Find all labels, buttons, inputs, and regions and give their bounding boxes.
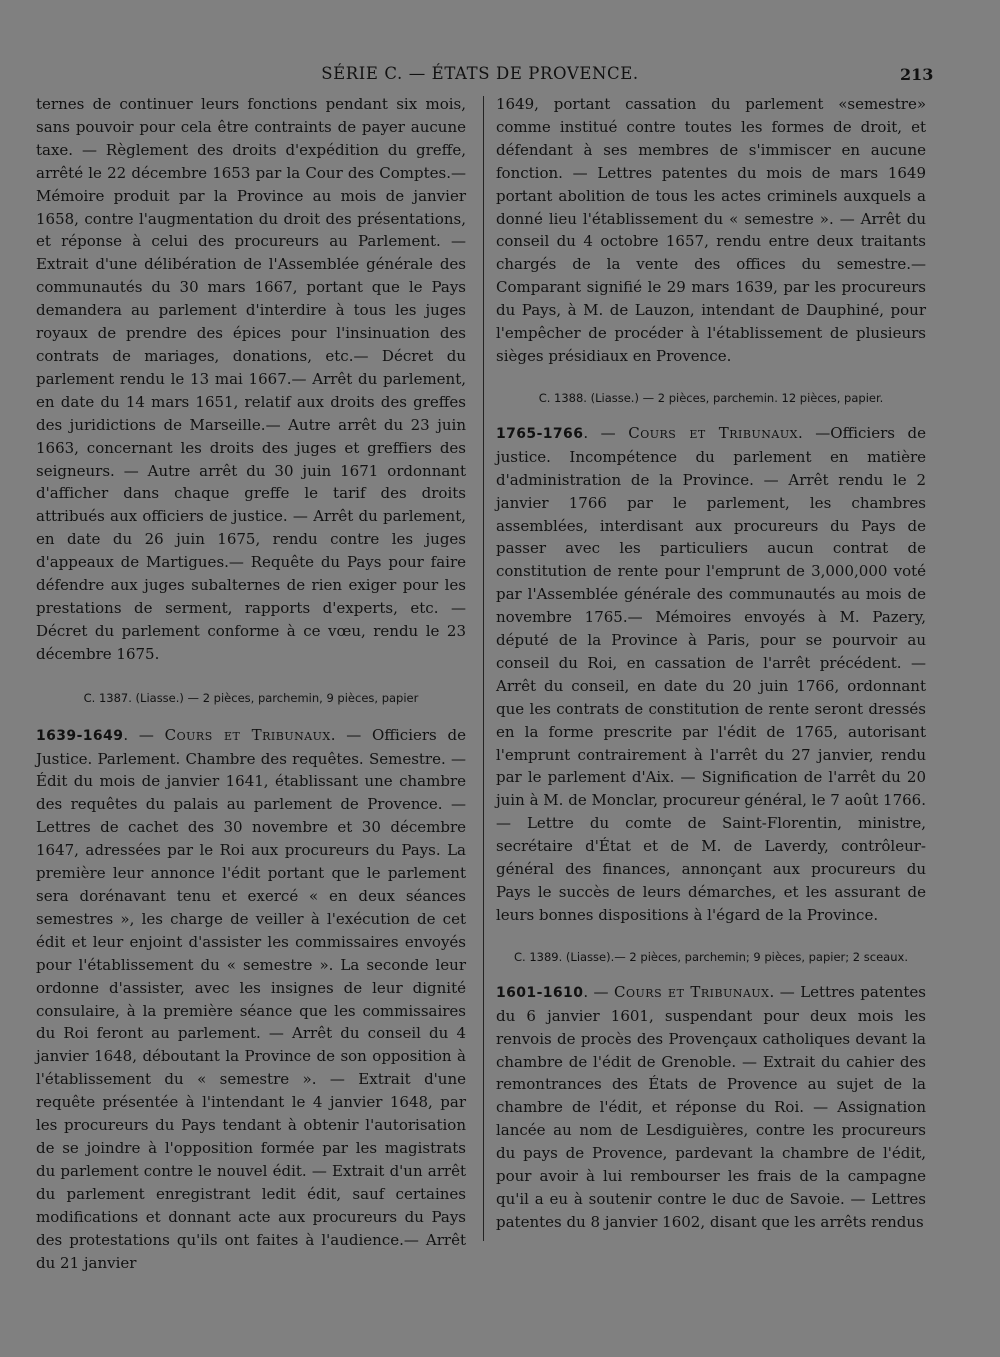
entry-text: — Officiers de Justice. Parlement. Chambre des requêtes. Semestre. — Édit du mois de janvier 1641, établissant une chambre des requêtes du palais au parlement de Provence. — Lettres de cachet des 30 novembre et 30 décembre 1647, adressées par le Roi aux procureurs du Pays. La première leur annonce l'édit portant que le parlement sera dorénavant tenu et exercé « en deux séances semestres », les charge de veiller à l'exécution de cet édit et leur enjoint d'assister les commissaires envoyés pour l'établissement du « semestre ». La seconde leur ordonne d'assister, avec les insignes de leur dignité consulaire, à la première séance que les commissaires du Roi feront au parlement. — Arrêt du conseil du 4 janvier 1648, déboutant la Province de son opposition à l'établissement du « semestre ». — Extrait d'une requête présentée à l'intendant le 4 janvier 1648, par les procureurs du Pays tendant à obtenir l'autorisation de se joindre à l'opposition formée par les magistrats du parlement contre le nouvel édit. — Extrait d'un arrêt du parlement enregistrant ledit édit, sauf certaines modifications et donnant acte aux procureurs du Pays des protestations qu'ils ont faites à l'audience.— Arrêt du 21 janvier (36, 725, 466, 1272)
entry-rubric: Cours et Tribunaux (164, 725, 331, 744)
entry-caption: C. 1388. (Liasse.) — 2 pièces, parchemin. 12 pièces, papier. (538, 390, 884, 405)
entry-text: ternes de continuer leurs fonctions pendant six mois, sans pouvoir pour cela être contraints de payer aucune taxe. — Règlement des droits d'expédition du greffe, arrêté le 22 décembre 1653 par la Cour des Comptes.— Mémoire produit par la Province au mois de janvier 1658, contre l'augmentation du droit des présentations, et réponse à celui des procureurs au Parlement. — Extrait d'une délibération de l'Assemblée générale des communautés du 30 mars 1667, portant que le Pays demandera au parlement d'interdire à tous les juges royaux de prendre des épices pour l'insinuation des contrats de mariages, donations, etc.— Décret du parlement rendu le 13 mai 1667.— Arrêt du parlement, en date du 14 mars 1651, relatif aux droits des greffes des juridictions de Marseille.— Autre arrêt du 23 juin 1663, concernant les droits des juges et greffiers des seigneurs. — Autre arrêt du 30 juin 1671 ordonnant d'afficher dans chaque greffe le tarif des droits attribués aux officiers de justice. — Arrêt du parlement, en date du 26 juin 1675, rendu contre les juges d'appeaux de Martigues.— Requête du Pays pour faire défendre aux juges subalternes de rien exiger pour les prestations de serment, rapports d'experts, etc. — Décret du parlement conforme à ce vœu, rendu le 23 décembre 1675. (36, 95, 466, 663)
column-divider (483, 96, 484, 1241)
entry-text: —Officiers de justice. Incompétence du parlement en matière d'administration de la Province. — Arrêt rendu le 2 janvier 1766 par le parlement, les chambres assemblées, interdisant aux procureurs du Pays de passer avec les particuliers aucun contrat de constitution de rente pour l'emprunt de 3,000,000 voté par l'Assemblée générale des communautés au mois de novembre 1765.— Mémoires envoyés à M. Pazery, député de la Province à Paris, pour se pourvoir au conseil du Roi, en cassation de l'arrêt précédent. — Arrêt du conseil, en date du 20 juin 1766, ordonnant que les contrats de constitution de rente seront dressés en la forme prescrite par l'édit de 1765, autorisant l'emprunt contrairement à l'arrêt du 27 janvier, rendu par le parlement d'Aix. — Signification de l'arrêt du 20 juin à M. de Monclar, procureur général, le 7 août 1766.— Lettre du comte de Saint-Florentin, ministre, secrétaire d'État et de M. de Laverdy, contrôleur-général des finances, annonçant aux procureurs du Pays le succès de leurs démarches, et les assurant de leurs bonnes dispositions à l'égard de la Province. (496, 423, 926, 924)
running-header (0, 64, 1000, 86)
entry-text: 1649, portant cassation du parlement «semestre» comme institué contre toutes les formes de droit, et défendant à ses membres de s'immiscer en aucune fonction. — Lettres patentes du mois de mars 1649 portant abolition de tous les actes criminels auxquels a donné lieu l'établissement du « semestre ». — Arrêt du conseil du 4 octobre 1657, rendu entre deux traitants chargés de la vente des offices du semestre.— Comparant signifié le 29 mars 1639, par les procureurs du Pays, à M. de Lauzon, intendant de Dauphiné, pour l'empêcher de procéder à l'établissement de plusieurs sièges présidiaux en Provence. (496, 95, 926, 365)
entry-dates: 1639-1649 (36, 727, 124, 744)
page-number: 213 (900, 65, 934, 84)
left-column (36, 93, 466, 1274)
entry-paragraph: 1765-1766. — Cours et Tribunaux. —Officiers de justice. Incompétence du parlement en matière d'administration de la Province. — Arrêt rendu le 2 janvier 1766 par le parlement, les chambres assemblées, interdisant aux procureurs du Pays de passer avec les particuliers aucun contrat de constitution de rente pour l'emprunt de 3,000,000 voté par l'Assemblée générale des communautés au mois de novembre 1765.— Mémoires envoyés à M. Pazery, député de la Province à Paris, pour se pourvoir au conseil du Roi, en cassation de l'arrêt précédent. — Arrêt du conseil, en date du 20 juin 1766, ordonnant que les contrats de constitution de rente seront dressés en la forme prescrite par l'édit de 1765, autorisant l'emprunt contrairement à l'arrêt du 27 janvier, rendu par le parlement d'Aix. — Signification de l'arrêt du 20 juin à M. de Monclar, procureur général, le 7 août 1766.— Lettre du comte de Saint-Florentin, ministre, secrétaire d'État et de M. de Laverdy, contrôleur-général des finances, annonçant aux procureurs du Pays le succès de leurs démarches, et les assurant de leurs bonnes dispositions à l'égard de la Province. (496, 423, 926, 924)
entry-caption: C. 1389. (Liasse).— 2 pièces, parchemin; 9 pièces, papier; 2 sceaux. (514, 949, 908, 964)
entry-paragraph: 1601-1610. — Cours et Tribunaux. — Lettres patentes du 6 janvier 1601, suspendant pour deux mois les renvois de procès des Provençaux catholiques devant la chambre de l'édit de Grenoble. — Extrait du cahier des remontrances des États de Provence au sujet de la chambre de l'édit, et réponse du Roi. — Assignation lancée au nom de Lesdiguières, contre les procureurs du pays de Provence, pardevant la chambre de l'édit, pour avoir à lui rembourser les frais de la campagne qu'il a eu à soutenir contre le duc de Savoie. — Lettres patentes du 8 janvier 1602, disant que les arrêts rendus (496, 982, 926, 1231)
right-column (496, 93, 926, 1234)
entry-text: — Lettres patentes du 6 janvier 1601, suspendant pour deux mois les renvois de procès des Provençaux catholiques devant la chambre de l'édit de Grenoble. — Extrait du cahier des remontrances des États de Provence au sujet de la chambre de l'édit, et réponse du Roi. — Assignation lancée au nom de Lesdiguières, contre les procureurs du pays de Provence, pardevant la chambre de l'édit, pour avoir à lui rembourser les frais de la campagne qu'il a eu à soutenir contre le duc de Savoie. — Lettres patentes du 8 janvier 1602, disant que les arrêts rendus (496, 982, 926, 1231)
entry-dates: 1601-1610 (496, 984, 584, 1001)
entry-caption: C. 1387. (Liasse.) — 2 pièces, parchemin, 9 pièces, papier (83, 690, 419, 705)
entry-rubric: Cours et Tribunaux (628, 423, 798, 442)
entry-dates: 1765-1766 (496, 425, 584, 442)
page-title: SÉRIE C. — ÉTATS DE PROVENCE. (321, 64, 639, 83)
entry-paragraph: 1639-1649. — Cours et Tribunaux. — Officiers de Justice. Parlement. Chambre des requêtes. Semestre. — Édit du mois de janvier 1641, établissant une chambre des requêtes du palais au parlement de Provence. — Lettres de cachet des 30 novembre et 30 décembre 1647, adressées par le Roi aux procureurs du Pays. La première leur annonce l'édit portant que le parlement sera dorénavant tenu et exercé « en deux séances semestres », les charge de veiller à l'exécution de cet édit et leur enjoint d'assister les commissaires envoyés pour l'établissement du « semestre ». La seconde leur ordonne d'assister, avec les insignes de leur dignité consulaire, à la première séance que les commissaires du Roi feront au parlement. — Arrêt du conseil du 4 janvier 1648, déboutant la Province de son opposition à l'établissement du « semestre ». — Extrait d'une requête présentée à l'intendant le 4 janvier 1648, par les procureurs du Pays tendant à obtenir l'autorisation de se joindre à l'opposition formée par les magistrats du parlement contre le nouvel édit. — Extrait d'un arrêt du parlement enregistrant ledit édit, sauf certaines modifications et donnant acte aux procureurs du Pays des protestations qu'ils ont faites à l'audience.— Arrêt du 21 janvier (36, 725, 466, 1272)
entry-rubric: Cours et Tribunaux (614, 982, 770, 1001)
